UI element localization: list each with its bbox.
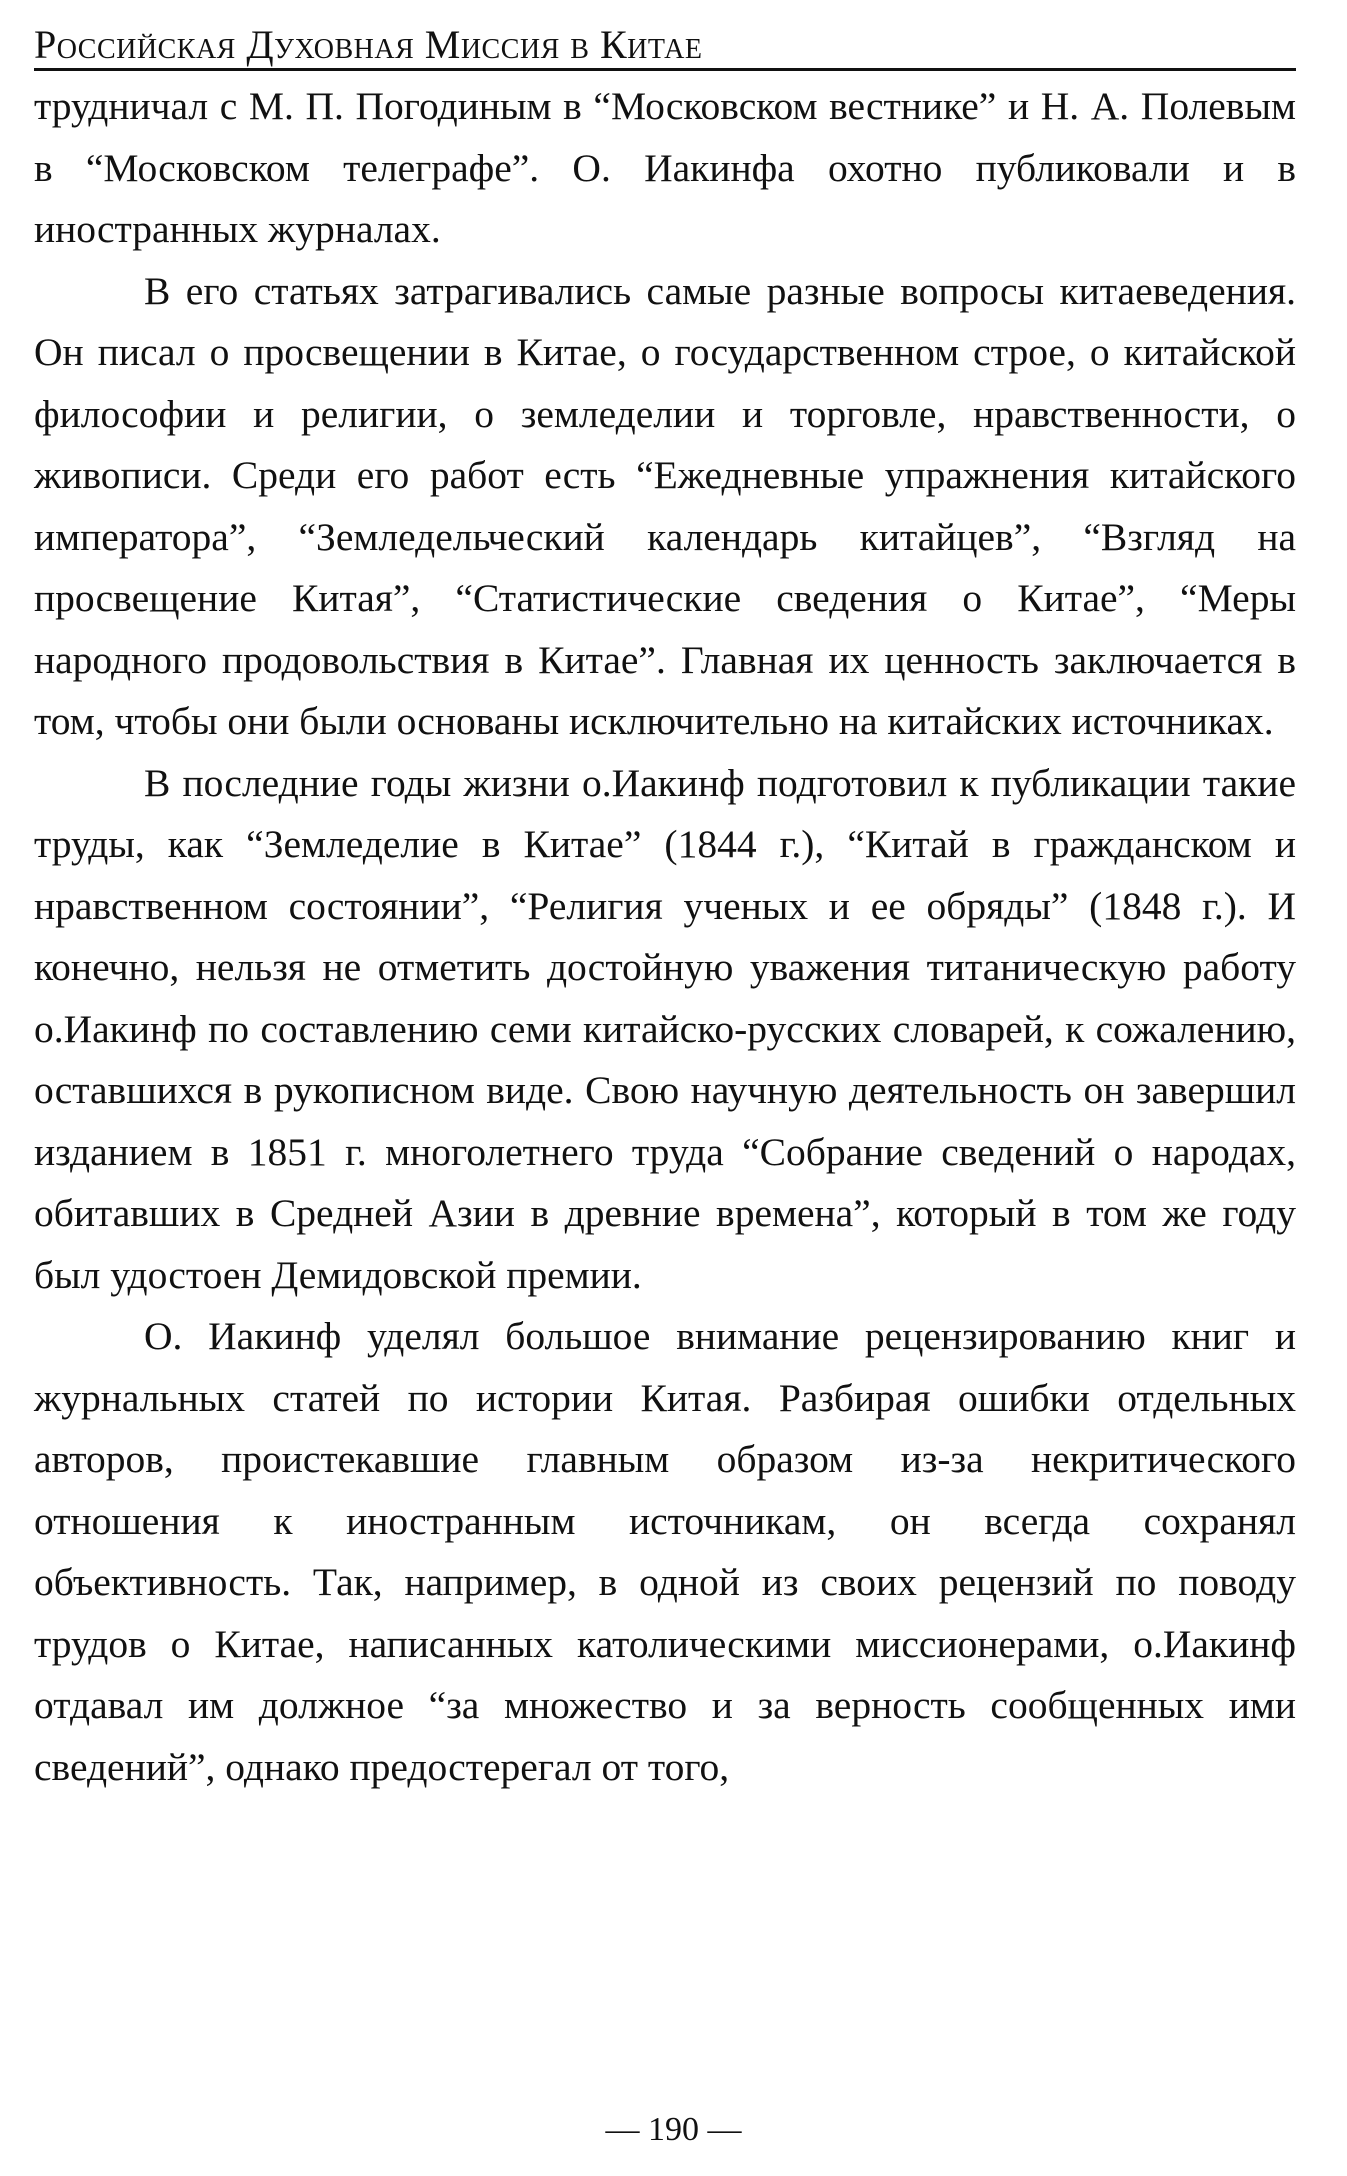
- body-text: [34, 76, 1296, 1798]
- header-rule: [34, 68, 1296, 71]
- page-number: — 190 —: [605, 2111, 742, 2148]
- paragraph-1: трудничал с М. П. Погодиным в “Московском вестнике” и Н. А. Полевым в “Московском телеграфе”. О. Иакинфа охотно публиковали и в иностранных журналах.: [34, 84, 1296, 251]
- paragraph-4: О. Иакинф уделял большое внимание рецензированию книг и журнальных статей по истории Китая. Разбирая ошибки отдельных авторов, проистекавшие главным образом из-за некритического отношения к иностранным источникам, он всегда сохранял объективность. Так, например, в одной из своих рецензий по поводу трудов о Китае, написанных католическими миссионерами, о.Иакинф отдавал им должное “за множество и за верность сообщенных ими сведений”, однако предостерегал от того,: [34, 1314, 1296, 1789]
- running-header: Российская Духовная Миссия в Китае: [34, 22, 703, 67]
- paragraph-2: В его статьях затрагивались самые разные вопросы китаеведения. Он писал о просвещении в Китае, о государственном строе, о китайской философии и религии, о земледелии и торговле, нравственности, о живописи. Среди его работ есть “Ежедневные упражнения китайского императора”, “Земледельческий календарь китайцев”, “Взгляд на просвещение Китая”, “Статистические сведения о Китае”, “Меры народного продовольствия в Китае”. Главная их ценность заключается в том, чтобы они были основаны исключительно на китайских источниках.: [34, 268, 1296, 743]
- paragraph-3: В последние годы жизни о.Иакинф подготовил к публикации такие труды, как “Земледелие в Китае” (1844 г.), “Китай в гражданском и нравственном состоянии”, “Религия ученых и ее обряды” (1848 г.). И конечно, нельзя не отметить достойную уважения титаническую работу о.Иакинф по составлению семи китайско-русских словарей, к сожалению, оставшихся в рукописном виде. Свою научную деятельность он завершил изданием в 1851 г. многолетнего труда “Собрание сведений о народах, обитавших в Средней Азии в древние времена”, который в том же году был удостоен Демидовской премии.: [34, 760, 1296, 1297]
